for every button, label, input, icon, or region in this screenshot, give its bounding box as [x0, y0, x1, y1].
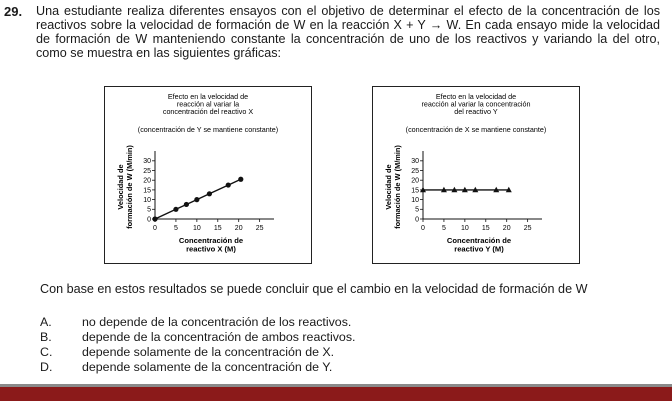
question-stem [36, 4, 660, 60]
y-tick-label: 0 [415, 216, 419, 224]
x-tick-label: 5 [173, 225, 178, 232]
answer-options [40, 315, 355, 375]
option-c[interactable] [40, 345, 355, 360]
option-a[interactable] [40, 315, 355, 330]
chart-panel-y [372, 86, 580, 264]
x-tick-label: 10 [460, 225, 469, 232]
y-tick-label: 20 [143, 177, 151, 185]
x-tick-label: 15 [213, 225, 222, 232]
x-tick-label: 25 [523, 225, 532, 232]
y-axis-label-line: formación de W (M/min) [125, 145, 134, 229]
chart-title-line: Efecto en la velocidad de [435, 92, 517, 101]
y-tick-label: 5 [147, 206, 151, 214]
option-letter: B. [40, 330, 52, 344]
data-point [184, 202, 189, 207]
chart-title-line: concentración del reactivo X [162, 107, 254, 116]
option-letter: C. [40, 345, 53, 359]
chart-title-line: Efecto en la velocidad de [167, 92, 249, 101]
y-tick-label: 20 [411, 177, 419, 185]
y-tick-label: 5 [415, 206, 419, 214]
x-axis-label-line: Concentración de [178, 236, 244, 245]
x-tick-label: 20 [502, 225, 511, 232]
x-tick-label: 10 [192, 225, 201, 232]
x-tick-label: 0 [153, 225, 157, 232]
question-number: 29. [4, 4, 23, 19]
y-tick-label: 25 [143, 167, 151, 175]
chart-title-line: reacción al variar la [176, 99, 240, 109]
x-tick-label: 0 [421, 225, 425, 232]
y-tick-label: 15 [143, 187, 151, 195]
option-d[interactable] [40, 360, 355, 375]
x-tick-label: 5 [441, 225, 446, 232]
option-letter: D. [40, 360, 53, 374]
option-text: depende solamente de la concentración de X. [82, 345, 335, 359]
x-axis-label-line: reactivo Y (M) [454, 244, 504, 254]
data-point [152, 216, 157, 221]
x-tick-label: 15 [481, 225, 490, 232]
y-axis-label-line: Velocidad de [116, 164, 125, 210]
option-text: depende solamente de la concentración de Y. [82, 360, 333, 374]
y-tick-label: 10 [143, 197, 151, 205]
data-point [207, 191, 212, 196]
y-tick-label: 30 [411, 158, 419, 166]
footer-band [0, 387, 672, 401]
chart-subtitle: (concentración de X se mantiene constante) [405, 125, 547, 134]
chart-title-line: reacción al variar la concentración [421, 99, 531, 109]
y-axis-label-line: Velocidad de [384, 164, 393, 210]
option-letter: A. [40, 315, 52, 329]
y-tick-label: 15 [411, 187, 419, 195]
x-tick-label: 20 [234, 225, 243, 232]
y-tick-label: 30 [143, 158, 151, 166]
question-lead: Con base en estos resultados se puede concluir que el cambio en la velocidad de formación de W [40, 282, 588, 296]
y-tick-label: 0 [147, 216, 151, 224]
y-axis-label-line: formación de W (M/min) [393, 145, 402, 229]
chart-y [373, 87, 579, 263]
y-tick-label: 10 [411, 197, 419, 205]
data-point [238, 177, 243, 182]
chart-title-line: del reactivo Y [454, 107, 498, 116]
chart-x [105, 87, 311, 263]
chart-panel-x [104, 86, 312, 264]
data-point [226, 182, 231, 187]
x-axis-label-line: Concentración de [446, 236, 512, 245]
option-text: depende de la concentración de ambos reactivos. [82, 330, 356, 344]
data-point [173, 207, 178, 212]
x-tick-label: 25 [255, 225, 264, 232]
chart-subtitle: (concentración de Y se mantiene constante) [137, 125, 279, 134]
stem-text: Una estudiante realiza diferentes ensayos con el objetivo de determinar el efecto de la concentración de los reactivos sobre la velocidad de formación de W en la reacción X + Y → W. En cada ensayo mide la velocidad de formación de W manteniendo constante la concentración de uno de los reactivos y variando la del otro, como se muestra en las siguientes gráficas: [36, 4, 660, 60]
option-text: no depende de la concentración de los reactivos. [82, 315, 352, 329]
x-axis-label-line: reactivo X (M) [186, 244, 236, 254]
data-point [194, 197, 199, 202]
y-tick-label: 25 [411, 167, 419, 175]
option-b[interactable] [40, 330, 355, 345]
